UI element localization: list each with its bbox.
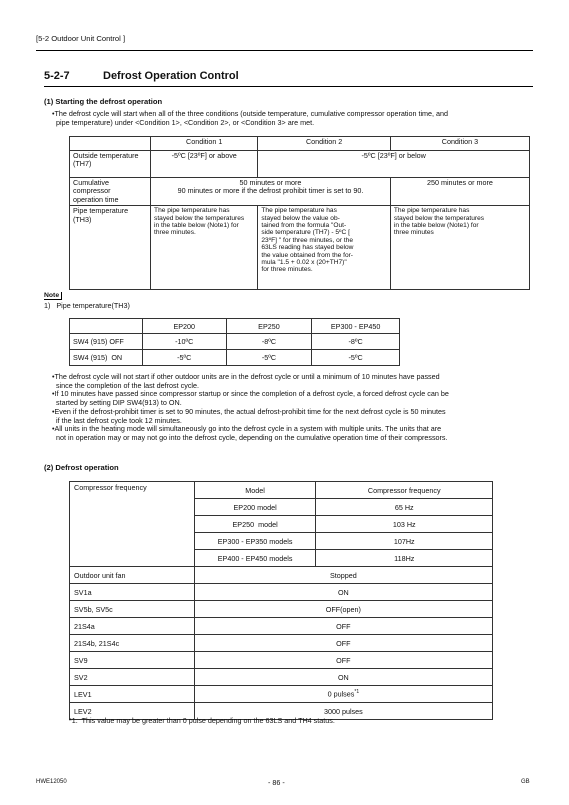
header-ep200: EP200: [142, 319, 226, 334]
section-rule: [44, 86, 533, 87]
bullet-line: •Even if the defrost-prohibit timer is set to 90 minutes, the actual defrost-prohibit time for the next defrost cycle is 50 minutes: [52, 406, 446, 416]
model-cell: EP400 - EP450 models: [194, 550, 316, 567]
outside-condition-2-3: -5ºC [23ºF] or below: [258, 151, 530, 178]
header-ep300-450: EP300 - EP450: [312, 319, 400, 334]
freq-header: Compressor frequency: [316, 482, 493, 499]
row-label-21s4b-21s4c: 21S4b, 21S4c: [70, 635, 195, 652]
pipe-temp-table: [69, 318, 400, 366]
bullet-line: •The defrost cycle will not start if other outdoor units are in the defrost cycle or until a minimum of 10 minutes have passed: [52, 372, 440, 381]
row-label-sv1a: SV1a: [70, 584, 195, 601]
cell-line: for three minutes.: [261, 266, 313, 274]
label-line: Cumulative compressor: [73, 178, 111, 196]
page-number: - 86 -: [268, 778, 285, 787]
defrost-op-heading: (2) Defrost operation: [44, 463, 119, 472]
row-label-outdoor-fan: Outdoor unit fan: [70, 567, 195, 584]
footnote: *1. This value may be greater than 0 pulse depending on the 63LS and TH4 status.: [69, 716, 335, 725]
row-label-lev1: LEV1: [70, 686, 195, 703]
bullet-list: [52, 373, 449, 443]
row-value: OFF: [194, 618, 492, 635]
start-heading: (1) Starting the defrost operation: [44, 97, 163, 106]
table-cell: -10ºC: [142, 334, 226, 350]
footer-lang: GB: [521, 779, 530, 785]
row-label-sv5b-sv5c: SV5b, SV5c: [70, 601, 195, 618]
cell-line: 23ºF] " for three minutes, or the: [261, 236, 353, 244]
row-value: ON: [194, 584, 492, 601]
row-label-outside: [70, 151, 151, 178]
note-label: Note: [44, 292, 62, 300]
label-line: (TH7): [73, 159, 92, 169]
header-condition-1: Condition 1: [151, 137, 258, 151]
bullet-line: since the completion of the last defrost cycle.: [52, 380, 200, 390]
cell-line: The pipe temperature has: [154, 207, 230, 215]
row-value: OFF: [194, 652, 492, 669]
pipe-condition-2: [258, 206, 391, 290]
cell-line: three minutes: [393, 229, 434, 237]
cell-line: stayed below the temperatures: [154, 214, 245, 222]
cell-line: three minutes.: [154, 229, 196, 237]
freq-cell: 65 Hz: [316, 499, 493, 516]
model-cell: EP200 model: [194, 499, 316, 516]
empty-cell: [70, 319, 143, 334]
compressor-frequency-label: Compressor frequency: [70, 482, 195, 567]
pipe-condition-3: [390, 206, 529, 290]
row-label-pipe: [70, 206, 151, 290]
table-cell: -5ºC: [226, 350, 312, 366]
row-label-sv9: SV9: [70, 652, 195, 669]
footer-doc-code: HWE12050: [36, 779, 67, 785]
cell-line: 90 minutes or more if the defrost prohibit timer is set to 90.: [177, 186, 364, 196]
cell-line: in the table below (Note1) for: [154, 222, 239, 230]
model-cell: EP300 - EP350 models: [194, 533, 316, 550]
section-breadcrumb: [5-2 Outdoor Unit Control ]: [36, 34, 126, 43]
cell-line: 63LS reading has stayed below: [261, 244, 354, 252]
row-value: OFF: [194, 635, 492, 652]
bullet-line: •If 10 minutes have passed since compressor startup or since the completion of a defrost cycle, a forced defrost cycle can be: [52, 389, 449, 399]
row-label-sw4-off: SW4 (915) OFF: [70, 334, 143, 350]
header-ep250: EP250: [226, 319, 312, 334]
row-value-lev1: [194, 686, 492, 703]
row-value: Stopped: [194, 567, 492, 584]
row-label-lev2: LEV2: [70, 703, 195, 720]
cell-line: tained from the formula "Out-: [261, 222, 347, 230]
freq-cell: 107Hz: [316, 533, 493, 550]
label-line: Pipe temperature: [73, 206, 129, 216]
bullet-line: if the last defrost cycle took 12 minutes.: [52, 415, 182, 425]
freq-cell: 118Hz: [316, 550, 493, 567]
cell-line: side temperature (TH7) - 5ºC [: [261, 229, 350, 237]
row-value: OFF(open): [194, 601, 492, 618]
row-value: 3000 pulses: [194, 703, 492, 720]
conditions-table: [69, 136, 530, 290]
row-value: ON: [194, 669, 492, 686]
cell-line: The pipe temperature has: [261, 207, 337, 215]
cell-line: mula "1.5 + 0.02 x (20+TH7)": [261, 259, 347, 267]
cumulative-condition-3: 250 minutes or more: [390, 178, 529, 206]
cell-line: the value obtained from the for-: [261, 251, 354, 259]
row-label-sv2: SV2: [70, 669, 195, 686]
cell-line: The pipe temperature has: [393, 207, 470, 215]
cell-line: stayed below the value ob-: [261, 214, 340, 222]
outside-condition-1: -5ºC [23ºF] or above: [151, 151, 258, 178]
empty-cell: [70, 137, 151, 151]
header-rule: [36, 50, 533, 51]
footnote-ref: *1: [354, 689, 360, 696]
freq-cell: 103 Hz: [316, 516, 493, 533]
model-cell: EP250 model: [194, 516, 316, 533]
intro-line: pipe temperature) under <Condition 1>, <Condition 2>, or <Condition 3> are met.: [52, 117, 315, 127]
note-item: 1) Pipe temperature(TH3): [44, 301, 130, 310]
row-label-cumulative: [70, 178, 151, 206]
cell-line: 50 minutes or more: [239, 178, 302, 187]
cell-line: in the table below (Note1) for: [393, 222, 479, 230]
bullet-line: started by setting DIP SW4(913) to ON.: [52, 398, 182, 408]
header-condition-2: Condition 2: [258, 137, 391, 151]
cumulative-condition-1-2: [151, 178, 391, 206]
label-line: Outside temperature: [73, 151, 139, 160]
model-header: Model: [194, 482, 316, 499]
row-label-sw4-on: SW4 (915) ON: [70, 350, 143, 366]
label-line: (TH3): [73, 214, 92, 224]
start-intro: [52, 110, 448, 127]
table-cell: -5ºC: [142, 350, 226, 366]
defrost-op-table: [69, 481, 493, 720]
section-title: Defrost Operation Control: [103, 70, 239, 82]
bullet-line: •All units in the heating mode will simultaneously go into the defrost cycle in a system with multiple units. The units that are: [52, 424, 442, 434]
bullet-line: not in operation may or may not go into the defrost cycle, depending on the cumulative operation time of their compressors.: [52, 432, 448, 442]
cell-line: stayed below the temperatures: [393, 214, 485, 222]
lev1-value: 0 pulses: [327, 689, 355, 699]
label-line: operation time: [73, 194, 119, 204]
header-condition-3: Condition 3: [390, 137, 529, 151]
pipe-condition-1: [151, 206, 258, 290]
table-cell: -8ºC: [312, 334, 400, 350]
intro-line: •The defrost cycle will start when all of the three conditions (outside temperature, cumulative compressor operation time, and: [52, 109, 449, 118]
section-number: 5-2-7: [44, 70, 70, 82]
table-cell: -8ºC: [226, 334, 312, 350]
table-cell: -5ºC: [312, 350, 400, 366]
row-label-21s4a: 21S4a: [70, 618, 195, 635]
